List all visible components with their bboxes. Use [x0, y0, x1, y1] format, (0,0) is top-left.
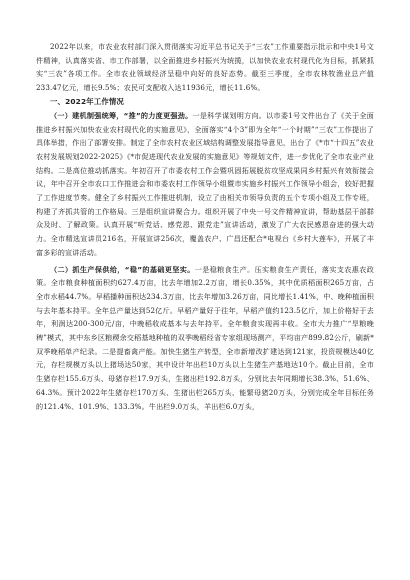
paragraph-mechanism-title: （一）建机制强统筹，“推”的力度更强劲。 — [50, 110, 193, 120]
paragraph-mechanism — [36, 109, 374, 260]
paragraph-mechanism-body: 一是科学谋划明方向。以市委1号文件出台了《关于全面推进乡村振兴加快农业农村现代化的实施意见》，全面落实“4个3”即为全年“一个时期”“三农”工作提出了具体举措，作出了部署安排。制定了全市农村农业区域结构调整发展指导意见，出台了《*市“十四五”农业农村发展规划2022-2025》《*市促进现代农业发展的实施意见》等规划文件，进一步优化了全市农业产业结构。二是高位推动抓落实。年初召开了市委农村工作会暨巩固拓展脱贫攻坚成果同乡村振兴有效衔接会议，年中召开全市农口工作推进会和市委农村工作领导小组暨市实施乡村振兴工作领导小组会，较好把握了工作进度节奏。健全了乡村振兴工作推进机制，设立了由相关市领导负责的五个专项小组及工作专班，构建了齐抓共管的工作格局。三是组织宣讲聚合力。组织开展了中央一号文件精神宣讲，帮助基层干部群众及时、了解政策。认真开展“听党话、感党恩、跟党走”宣讲活动，激发了广大农民感恩奋进的强大动力。全市精选宣讲员216名，开展宣讲256次，覆盖农户、广昌还配合*电视台《乡村大莲车》，开展了丰富多彩的宣讲活动。 — [36, 110, 374, 257]
paragraph-production-title: （二）抓生产保供给，“稳”的基础更坚实。 — [50, 264, 195, 274]
paragraph-production — [36, 263, 374, 414]
intro-paragraph: 2022年以来，市农业农村部门深入贯彻落实习近平总书记关于“三农”工作重要指示批示和中央1号文件精神，认真落实省、市工作部署，以全面推进乡村振兴为统揽，以加快农业农村现代化为目标，抓紧抓实“三农”各项工作。全市农业领域经济呈稳中向好的良好态势。截至三季度，全市农林牧渔业总产值233.47亿元，增长9.5%；农民可支配收入达11936元，增长11.6%。 — [36, 42, 374, 93]
section-heading: 一、2022年工作情况 — [50, 96, 124, 106]
paragraph-production-body: 一是稳粮食生产。压实粮食生产责任，落实支农惠农政策。全市粮食种植面积约627.4万亩，比去年增加2.2万亩，增长0.35%，其中优质稻面积265万亩，占全市水稻44.7%。早稻播种面积达234.3万亩，比去年增加3.26万亩，同比增长1.41%，中、晚种植面积与去年基本持平。全年总产量达到52亿斤。早稻产量好于往年，早稻产值约123.5亿斤，加上价格好于去年，利润达200-300元/亩，中晚稻收成基本与去年持平。全年粮食实现再丰收。全市大力推广“旱粮晚稗”模式，其中东乡区粮稷余交稻基地种植的双季晚稻经省专家组现场测产，平均亩产899.82公斤，刷新*双季晚稻单产纪录。二是提畜禽产能。加快生猪生产转型，全市新增改扩建达到121家，投资规模达40亿元，存栏规模万头以上猪场达50家，其中设计年出栏10万头以上生猪生产基地达10个。截止目前，全市生猪存栏155.6万头、母猪存栏17.9万头，生猪出栏192.8万头，分别比去年同期增长38.3%、51.6%、64.3%。预计2022年生猪存栏170万头、生猪出栏265万头、能繁母猪20万头，分别完成全年目标任务的121.4%、101.9%、133.3%。牛出栏9.0万头，羊出栏6.0万头， — [36, 264, 374, 411]
